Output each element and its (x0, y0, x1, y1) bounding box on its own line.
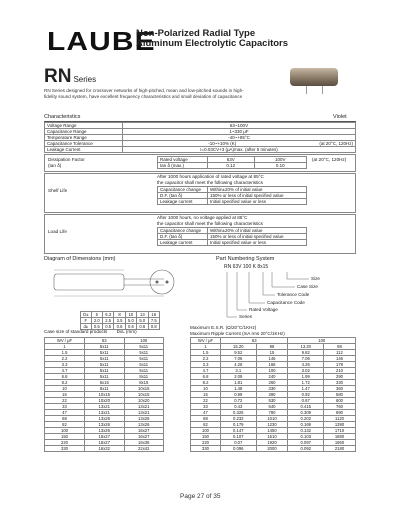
value-cell: 13x21 (85, 404, 125, 410)
part-label-rated-voltage: Rated Voltage (249, 307, 278, 312)
header-title-line1: Non-Polarized Radial Type (136, 28, 256, 39)
cell: 13 (137, 312, 148, 318)
value-cell: 13x21 (124, 404, 164, 410)
capacitance-cell: 4.7 (191, 368, 221, 374)
value-cell: 0.92 (288, 392, 324, 398)
capacitance-cell: 1.5 (191, 350, 221, 356)
value-cell: 0.99 (221, 392, 257, 398)
capacitor-photo (290, 68, 338, 86)
cell: 0.6 (137, 324, 148, 330)
value-cell: 210 (324, 368, 356, 374)
capacitance-cell: 1 (191, 344, 221, 350)
value-cell: 146 (324, 356, 356, 362)
capacitance-cell: 15 (45, 392, 85, 398)
cell: 7.5 (148, 318, 159, 324)
value-cell: 15.20 (221, 344, 257, 350)
value-cell: 4.26 (221, 362, 257, 368)
row-value: 150% or less of initial specified value (208, 193, 307, 199)
value-cell: 890 (324, 410, 356, 416)
capacitance-cell: 6.8 (45, 374, 85, 380)
value-cell: 0.309 (288, 410, 324, 416)
table-row (45, 368, 164, 374)
value-cell: 5x11 (124, 350, 164, 356)
value-cell: 600 (324, 398, 356, 404)
table-row (45, 398, 164, 404)
dissipation-label-text: Dissipation Factor (48, 157, 85, 162)
value-cell: 0.169 (288, 422, 324, 428)
value-cell: 640 (256, 404, 288, 410)
cell: 0.8 (148, 324, 159, 330)
row-value: -40~+85°C (123, 135, 356, 141)
lead-label: d± (81, 324, 92, 330)
row-key: D.F. (tan δ) (158, 234, 208, 240)
capacitance-cell: 100 (45, 428, 85, 434)
end-view-outline (150, 270, 174, 294)
series-name: RN (44, 66, 72, 87)
capacitance-cell: 6.8 (191, 374, 221, 380)
capacitance-cell: 47 (191, 410, 221, 416)
capacitance-cell: 33 (191, 404, 221, 410)
table-row (45, 344, 164, 350)
value-cell: 260 (256, 380, 288, 386)
dimensions-title: Diagram of Dimensions (mm) (44, 256, 116, 262)
value-cell: 0.232 (221, 416, 257, 422)
capacitance-cell: 3.3 (45, 362, 85, 368)
load-life-intro-1: After 1000 hours, no voltage applied at 85°C (157, 215, 248, 220)
capacitance-cell: 22 (191, 398, 221, 404)
value-cell: 0.096 (221, 446, 257, 452)
value-cell: 13x21 (124, 410, 164, 416)
capacitor-lead (306, 86, 307, 94)
voltage-100: 100V (254, 157, 306, 163)
value-cell: 1230 (256, 422, 288, 428)
tolerance-value: -10~+10% (K) (208, 141, 237, 146)
value-cell: 16x32 (85, 446, 125, 452)
value-cell: 1120 (324, 416, 356, 422)
value-cell: 13x21 (85, 410, 125, 416)
value-cell: 13x26 (124, 422, 164, 428)
esr-title (190, 325, 285, 336)
header-uf: μF (208, 338, 214, 343)
value-cell: 10x15 (124, 386, 164, 392)
capacitance-cell: 220 (191, 440, 221, 446)
row-value: 1~330 μF (123, 129, 356, 135)
dissipation-table (157, 156, 307, 169)
capacitance-cell: 82 (45, 422, 85, 428)
value-cell: 1960 (324, 440, 356, 446)
value-cell: 5x11 (85, 344, 125, 350)
value-cell: 8x11 (85, 386, 125, 392)
header-63v: 63 (221, 338, 288, 344)
capacitance-cell: 100 (191, 428, 221, 434)
value-cell: 22x42 (124, 446, 164, 452)
case-size-title-text: Case size of standard products (44, 329, 108, 334)
table-row (158, 240, 307, 246)
cell: 0.5 (91, 324, 102, 330)
table-row (45, 434, 164, 440)
table-row (45, 392, 164, 398)
header-uf-wv: WV / μF (45, 338, 85, 344)
value-cell: 760 (324, 404, 356, 410)
capacitance-cell: 330 (191, 446, 221, 452)
header-63v: 63 (85, 338, 125, 344)
value-cell: 10x20 (85, 398, 125, 404)
case-size-unit: DxL (mm) (116, 329, 137, 334)
part-number-code: RN 63V 100 K 8x15 (224, 264, 269, 270)
value-cell: 0.179 (221, 422, 257, 428)
leader-line (237, 272, 247, 310)
row-label: Capacitance Range (45, 129, 123, 135)
capacitance-cell: 4.7 (45, 368, 85, 374)
value-cell: 8x15 (124, 380, 164, 386)
case-size-title (44, 329, 137, 335)
value-cell: 0.67 (288, 398, 324, 404)
part-label-series: Series (239, 314, 253, 319)
value-cell: 5x11 (85, 356, 125, 362)
series-heading (44, 66, 96, 88)
part-label-size: Size (311, 276, 320, 281)
capacitor-body-outline (54, 274, 124, 290)
characteristics-title: Characteristics (44, 114, 81, 120)
cell: 2.5 (102, 318, 113, 324)
dia-label: D± (81, 312, 92, 318)
row-key: Leakage current (158, 199, 208, 205)
value-cell: 2180 (324, 446, 356, 452)
value-cell: 1.48 (221, 386, 257, 392)
value-cell: 3.1 (221, 368, 257, 374)
header-100v: 100 (124, 338, 164, 344)
value-cell: 15 (256, 350, 288, 356)
value-cell: 330 (256, 386, 288, 392)
tan-delta-63: 0.12 (208, 163, 255, 169)
capacitance-cell: 220 (45, 440, 85, 446)
shelf-life-table (157, 186, 307, 205)
table-row (158, 157, 307, 163)
leader-line (249, 272, 265, 303)
value-cell: 5x11 (85, 368, 125, 374)
leader-line (227, 272, 237, 317)
value-cell: 0.092 (288, 446, 324, 452)
value-cell: 9.82 (288, 350, 324, 356)
cell: 3.5 (114, 318, 125, 324)
value-cell: 0.72 (221, 398, 257, 404)
row-label: Temperature Range (45, 135, 123, 141)
header-wv: WV (56, 338, 64, 343)
value-cell: 98 (324, 344, 356, 350)
value-cell: 0.43 (221, 404, 257, 410)
characteristics-basic-table (44, 122, 356, 153)
value-cell: 780 (256, 410, 288, 416)
table-row (45, 380, 164, 386)
sleeve-color: Violet (333, 114, 347, 120)
row-label: Leakage Current (45, 147, 123, 153)
value-cell: 7.06 (288, 356, 324, 362)
tan-delta-100: 0.10 (254, 163, 306, 169)
value-cell: 168 (256, 362, 288, 368)
cell: 8 (114, 312, 125, 318)
row-label: Capacitance Tolerance (45, 141, 123, 147)
table-row (45, 446, 164, 452)
value-cell: 16x27 (85, 440, 125, 446)
leader-line (263, 272, 275, 295)
table-row (158, 199, 307, 205)
value-cell: 330 (324, 380, 356, 386)
table-header-row (45, 338, 164, 344)
tolerance-note: (at 20°C, 120Hz) (319, 141, 353, 146)
table-row (191, 446, 356, 452)
value-cell: 16x27 (124, 434, 164, 440)
capacitance-cell: 33 (45, 404, 85, 410)
value-cell: 5x11 (85, 362, 125, 368)
value-cell: 530 (256, 398, 288, 404)
value-cell: 0.103 (288, 434, 324, 440)
capacitance-cell: 68 (191, 416, 221, 422)
row-key: Capacitance change (158, 228, 208, 234)
capacitor-end-view (148, 268, 176, 296)
voltage-63: 63V (208, 157, 255, 163)
shelf-life-intro-2: the capacitor shall meet the following characteristics (157, 179, 263, 185)
esr-title-2: Maximum Ripple Current (mA rms 20°C/1KHz) (190, 330, 285, 336)
header-title (136, 29, 288, 49)
value-cell: 1710 (324, 428, 356, 434)
value-cell: 8x11 (124, 374, 164, 380)
cell: 5 (91, 312, 102, 318)
capacitance-cell: 47 (45, 410, 85, 416)
value-cell: 10x15 (85, 392, 125, 398)
value-cell: 13x26 (85, 428, 125, 434)
value-cell: 580 (324, 392, 356, 398)
load-life-label: Load Life (48, 229, 67, 234)
value-cell: 9.52 (221, 350, 257, 356)
lead-dot (156, 281, 159, 284)
row-key: D.F. (tan δ) (158, 193, 208, 199)
table-row (45, 386, 164, 392)
value-cell: 5x11 (85, 374, 125, 380)
value-cell: 290 (324, 374, 356, 380)
table-row (45, 440, 164, 446)
capacitance-cell: 1.5 (45, 350, 85, 356)
rated-voltage-label: Rated voltage (158, 157, 208, 163)
value-cell: 16x36 (124, 440, 164, 446)
value-cell: 5x11 (124, 356, 164, 362)
row-value: Initial specified value or less (208, 199, 307, 205)
value-cell: 360 (324, 386, 356, 392)
cell: 0.6 (114, 324, 125, 330)
capacitance-cell: 150 (191, 434, 221, 440)
value-cell: 98 (256, 344, 288, 350)
cell: 5.0 (137, 318, 148, 324)
part-label-tolerance: Tolerance Code (277, 292, 310, 297)
value-cell: 0.202 (288, 416, 324, 422)
table-row (45, 410, 164, 416)
value-cell: 10x15 (124, 392, 164, 398)
value-cell: 0.325 (221, 410, 257, 416)
capacitor-lead (322, 86, 323, 94)
esr-title-1: Maximum E.S.R. (Ω/20°C/1KHz) (190, 325, 257, 330)
shelf-life-intro (157, 174, 264, 185)
value-cell: 1.99 (288, 374, 324, 380)
value-cell: 13x26 (85, 416, 125, 422)
capacitance-cell: 82 (191, 422, 221, 428)
row-value: Within±20% of initial value (208, 187, 307, 193)
shelf-life-intro-1: After 1000 hours application of rated voltage at 85°C (157, 174, 264, 179)
table-row (45, 374, 164, 380)
value-cell: 5x11 (124, 368, 164, 374)
value-cell: 1920 (256, 440, 288, 446)
value-cell: 0.415 (288, 404, 324, 410)
capacitance-cell: 8.2 (191, 380, 221, 386)
value-cell: 146 (256, 356, 288, 362)
value-cell: 3.02 (288, 368, 324, 374)
value-cell: 16x27 (124, 428, 164, 434)
header-uf-wv: WV / μF (191, 338, 221, 344)
brand-logo: LAUBE (47, 26, 156, 56)
series-suffix: Series (73, 75, 97, 84)
value-cell: 13.20 (288, 344, 324, 350)
value-cell: 1450 (256, 428, 288, 434)
cell: 16 (148, 312, 159, 318)
value-cell: 0.147 (221, 428, 257, 434)
lead-dot (166, 281, 169, 284)
value-cell: 13x26 (85, 422, 125, 428)
value-cell: 7.06 (221, 356, 257, 362)
cell: 5.0 (125, 318, 136, 324)
header-title-line2: Aluminum Electrolytic Capacitors (136, 38, 289, 49)
load-life-table (157, 227, 307, 246)
capacitance-cell: 2.2 (45, 356, 85, 362)
leader-line (287, 272, 309, 279)
value-cell: 178 (324, 362, 356, 368)
value-cell: 0.097 (288, 440, 324, 446)
value-cell: 1510 (256, 434, 288, 440)
dissipation-label (48, 157, 85, 168)
capacitance-cell: 15 (191, 392, 221, 398)
series-description: RN Series designed for crossover networks of high-pitched, mean and low-pitched sounds in high-fidelity sound system, have excellent frequency characteristics and small deviation of capacitance (44, 88, 244, 99)
row-value: 150% or less of initial specified value (208, 234, 307, 240)
table-row (45, 356, 164, 362)
value-cell: 13x26 (124, 416, 164, 422)
tan-delta-label: tan δ (max.) (158, 163, 208, 169)
value-cell: 16x27 (85, 434, 125, 440)
cell: 2.0 (91, 318, 102, 324)
value-cell: 2.09 (221, 374, 257, 380)
pitch-label: F (81, 318, 92, 324)
row-value: 63~100V (123, 123, 356, 129)
dissipation-sub: (tan δ) (48, 162, 62, 168)
dissipation-note: (at 20°C, 120Hz) (312, 157, 347, 162)
row-key: Leakage current (158, 240, 208, 246)
row-key: Capacitance change (158, 187, 208, 193)
header-uf: μF (67, 338, 73, 343)
shelf-life-label: Shelf Life (48, 188, 68, 193)
capacitance-cell: 330 (45, 446, 85, 452)
value-cell: 1.81 (221, 380, 257, 386)
row-label: Voltage Range (45, 123, 123, 129)
value-cell: 1390 (324, 422, 356, 428)
header-100v: 100 (288, 338, 356, 344)
row-value: Initial specified value or less (208, 240, 307, 246)
esr-table (190, 337, 356, 452)
value-cell: 1880 (324, 434, 356, 440)
value-cell: 0.07 (221, 440, 257, 446)
value-cell: 100 (256, 368, 288, 374)
row-value: I=0.03CV+3 (μA)max. (after 5 minutes) (123, 147, 356, 153)
capacitance-cell: 1 (45, 344, 85, 350)
case-size-table (44, 337, 164, 452)
value-cell: 5x11 (85, 350, 125, 356)
value-cell: 6x15 (85, 380, 125, 386)
part-label-case-size: Case Size (297, 284, 318, 289)
row-value: Within±20% of initial value (208, 228, 307, 234)
value-cell: 1010 (256, 416, 288, 422)
dimension-table (80, 311, 160, 330)
table-row (45, 350, 164, 356)
table-row (45, 422, 164, 428)
capacitance-cell: 150 (45, 434, 85, 440)
table-row (158, 163, 307, 169)
table-row (45, 362, 164, 368)
value-cell: 4.26 (288, 362, 324, 368)
table-row (45, 428, 164, 434)
value-cell: 112 (324, 350, 356, 356)
capacitance-cell: 8.2 (45, 380, 85, 386)
value-cell: 390 (256, 392, 288, 398)
page-footer: Page 27 of 35 (180, 493, 221, 500)
value-cell: 5x11 (124, 344, 164, 350)
leader-line (272, 272, 295, 287)
cell: 0.5 (102, 324, 113, 330)
value-cell: 10x20 (124, 398, 164, 404)
capacitance-cell: 2.2 (191, 356, 221, 362)
capacitance-cell: 3.3 (191, 362, 221, 368)
capacitance-cell: 68 (45, 416, 85, 422)
value-cell: 0.132 (288, 428, 324, 434)
capacitance-cell: 10 (45, 386, 85, 392)
table-row (45, 404, 164, 410)
value-cell: 0.107 (221, 434, 257, 440)
value-cell: 1.72 (288, 380, 324, 386)
value-cell: 240 (256, 374, 288, 380)
part-numbering-title: Part Numbering System (216, 256, 275, 262)
part-label-capacitance: Capacitance Code (267, 300, 305, 305)
value-cell: 5x11 (124, 362, 164, 368)
load-life-intro-2: the capacitor shall meet the following characteristics (157, 220, 263, 226)
header-wv: WV (197, 338, 205, 343)
cell: 0.6 (125, 324, 136, 330)
cell: 6.3 (102, 312, 113, 318)
table-row (45, 416, 164, 422)
value-cell: 1.47 (288, 386, 324, 392)
capacitance-cell: 22 (45, 398, 85, 404)
table-row (45, 147, 356, 153)
value-cell: 2000 (256, 446, 288, 452)
cell: 10 (125, 312, 136, 318)
load-life-intro (157, 215, 263, 226)
capacitance-cell: 10 (191, 386, 221, 392)
